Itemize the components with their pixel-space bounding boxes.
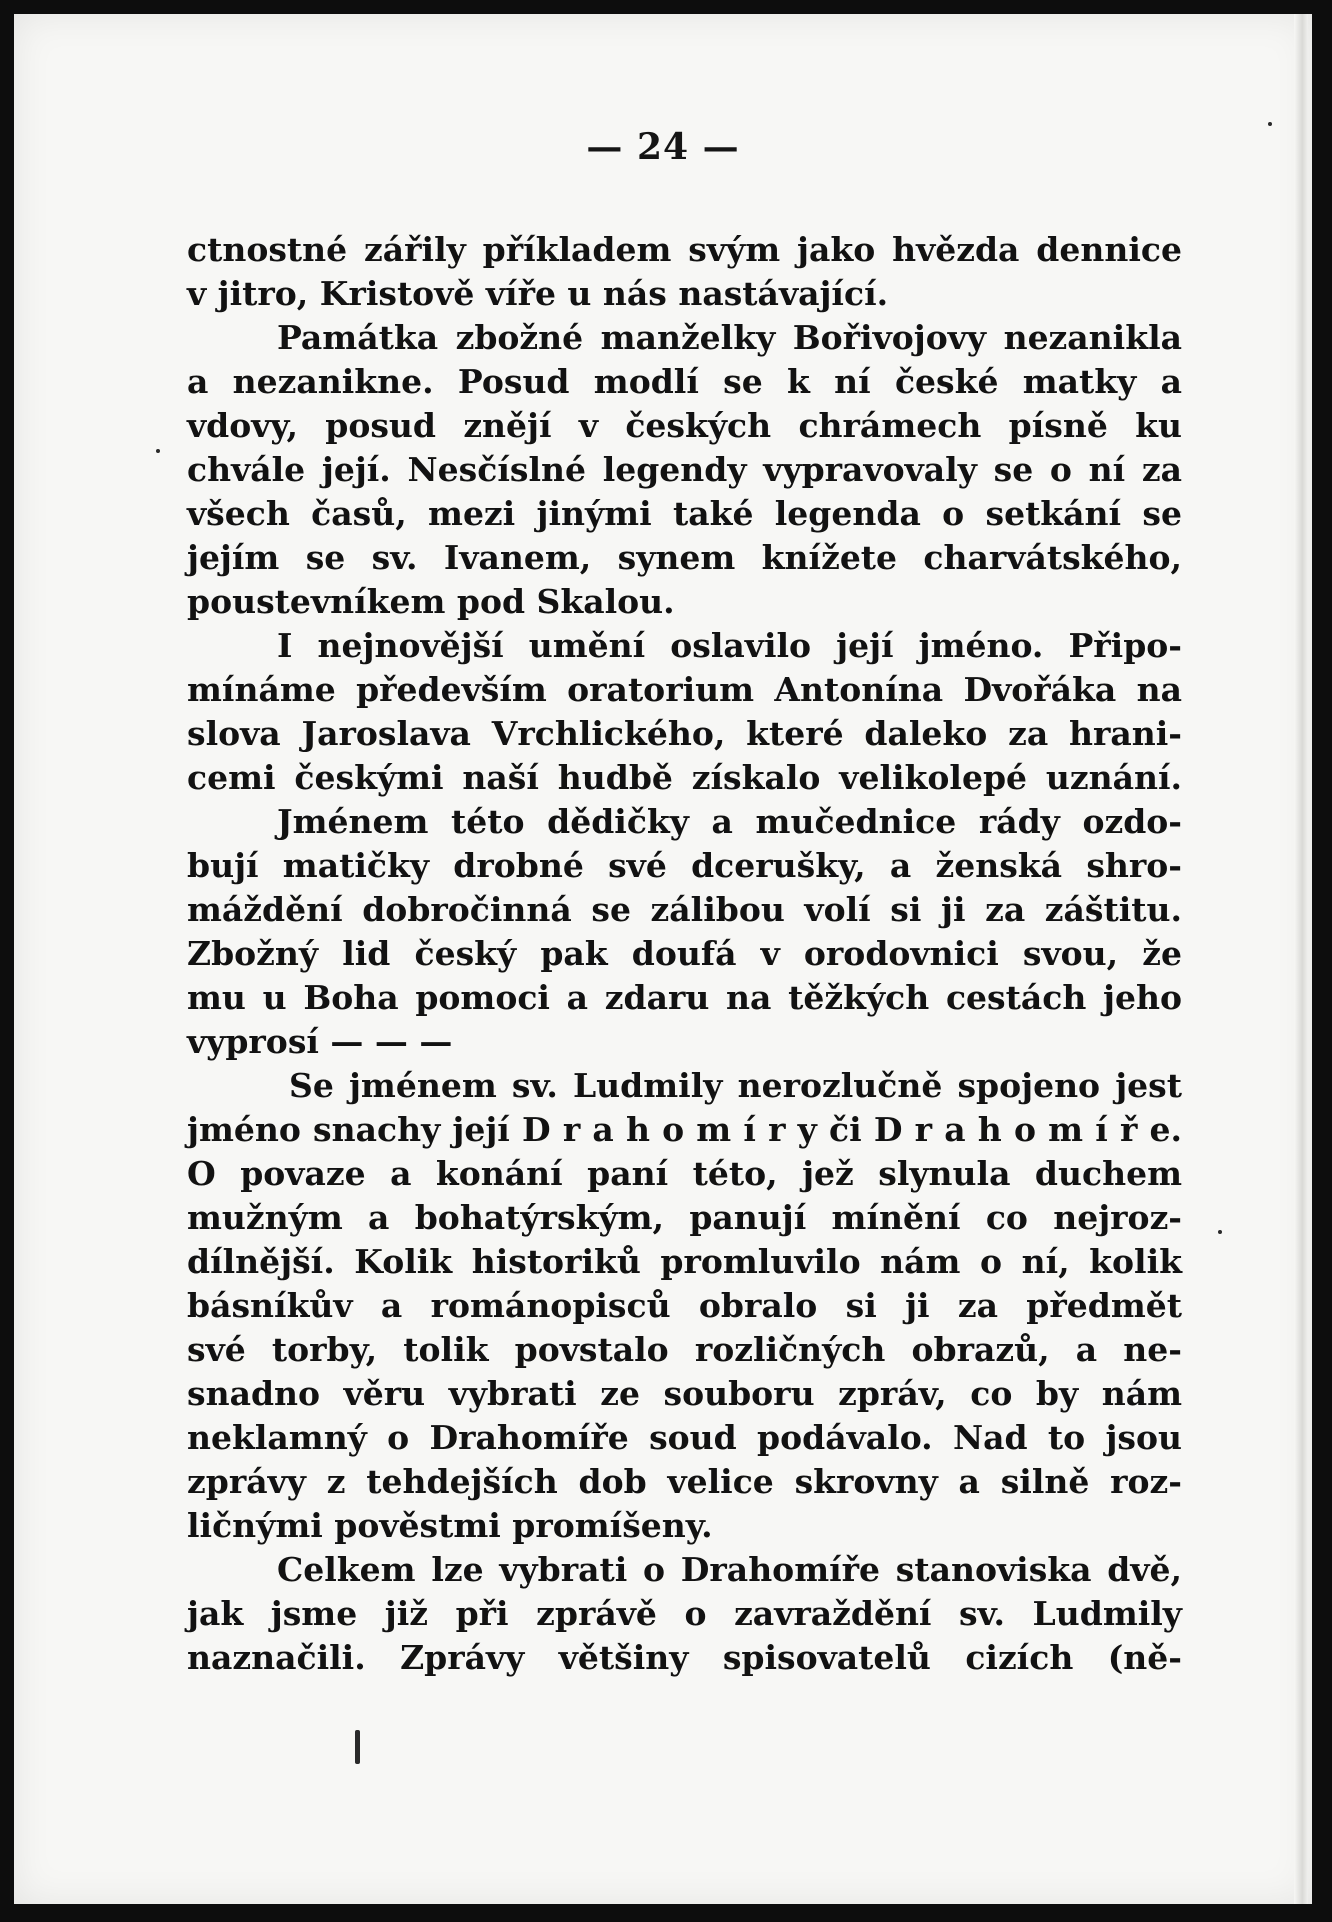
text-line: I nejnovější umění oslavilo její jméno. Připo-	[277, 626, 1182, 665]
scan-artifact	[1268, 122, 1272, 126]
text-line: naznačili. Zprávy většiny spisovatelů cizích (ně-	[187, 1638, 1182, 1677]
text-line: a nezanikne. Posud modlí se k ní české matky a	[187, 362, 1182, 401]
text-line: vyprosí — — —	[187, 1022, 453, 1061]
text-line: ličnými pověstmi promíšeny.	[187, 1506, 713, 1545]
text-line: bují matičky drobné své dcerušky, a ženská shro-	[187, 846, 1182, 885]
text-line: mínáme především oratorium Antonína Dvořáka na	[187, 670, 1182, 709]
book-page	[14, 14, 1312, 1904]
text-line: jejím se sv. Ivanem, synem knížete charvátského,	[187, 538, 1182, 577]
text-line: neklamný o Drahomíře soud podávalo. Nad to jsou	[187, 1418, 1182, 1457]
text-line: Celkem lze vybrati o Drahomíře stanoviska dvě,	[277, 1550, 1182, 1589]
text-line: Památka zbožné manželky Bořivojovy nezanikla	[277, 318, 1182, 357]
scan-artifact	[1218, 1230, 1222, 1234]
text-line: jméno snachy její D r a h o m í r y či D r a h o m í ř e.	[187, 1110, 1182, 1149]
text-line: poustevníkem pod Skalou.	[187, 582, 675, 621]
text-line: v jitro, Kristově víře u nás nastávající.	[187, 274, 889, 313]
text-line: dílnější. Kolik historiků promluvilo nám o ní, kolik	[187, 1242, 1182, 1281]
text-line: básníkův a románopisců obralo si ji za předmět	[187, 1286, 1182, 1325]
page-number: — 24 —	[586, 126, 740, 168]
page-edge-shadow	[1294, 14, 1308, 1904]
text-line: své torby, tolik povstalo rozličných obrazů, a ne-	[187, 1330, 1182, 1369]
text-line: ctnostné zářily příkladem svým jako hvězda dennice	[187, 230, 1182, 269]
scan-artifact	[355, 1730, 360, 1764]
text-line: zprávy z tehdejších dob velice skrovny a silně roz-	[187, 1462, 1182, 1501]
text-line: chvále její. Nesčíslné legendy vypravovaly se o ní za	[187, 450, 1182, 489]
text-line: slova Jaroslava Vrchlického, které daleko za hrani-	[187, 714, 1182, 753]
text-line: všech časů, mezi jinými také legenda o setkání se	[187, 494, 1182, 533]
text-line: vdovy, posud znějí v českých chrámech písně ku	[187, 406, 1182, 445]
text-line: mu u Boha pomoci a zdaru na těžkých cestách jeho	[187, 978, 1182, 1017]
text-line: mužným a bohatýrským, panují mínění co nejroz-	[187, 1198, 1182, 1237]
scan-artifact	[156, 449, 160, 453]
text-line: jak jsme již při zprávě o zavraždění sv. Ludmily	[187, 1594, 1182, 1633]
text-line: cemi českými naší hudbě získalo velikolepé uznání.	[187, 758, 1182, 797]
text-line: máždění dobročinná se zálibou volí si ji za záštitu.	[187, 890, 1182, 929]
text-line: Zbožný lid český pak doufá v orodovnici svou, že	[187, 934, 1182, 973]
text-line: Jménem této dědičky a mučednice rády ozdo-	[277, 802, 1182, 841]
text-line: Se jménem sv. Ludmily nerozlučně spojeno jest	[289, 1066, 1182, 1105]
text-line: O povaze a konání paní této, jež slynula duchem	[187, 1154, 1182, 1193]
text-line: snadno věru vybrati ze souboru zpráv, co by nám	[187, 1374, 1182, 1413]
